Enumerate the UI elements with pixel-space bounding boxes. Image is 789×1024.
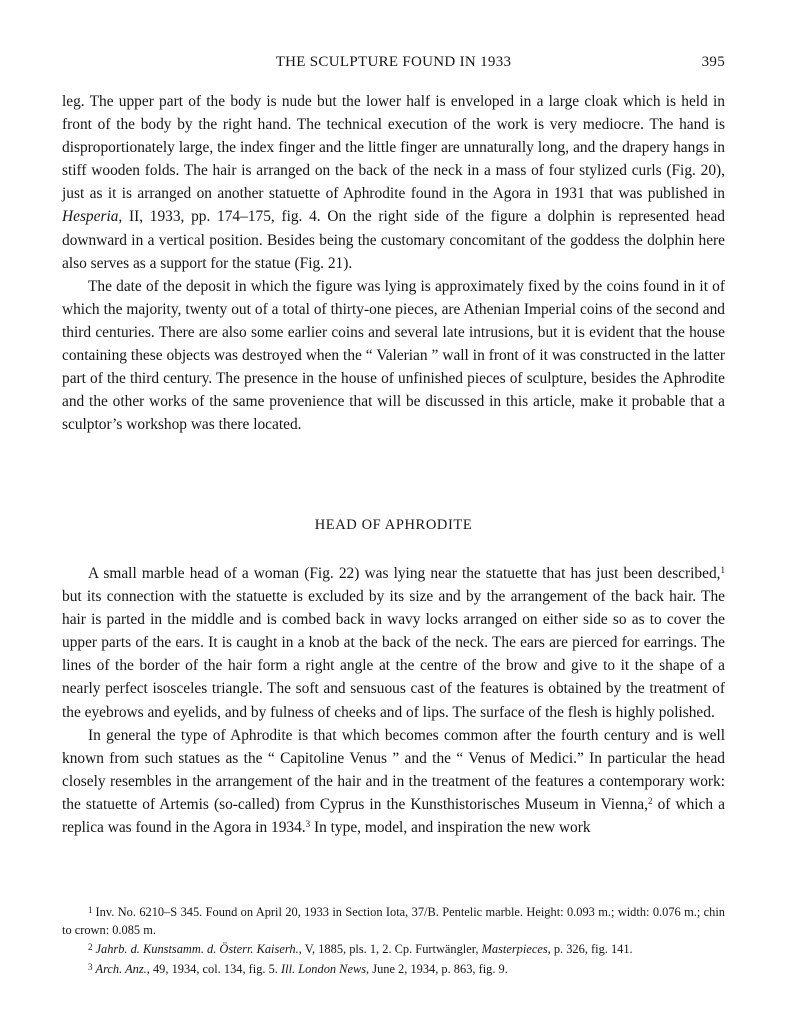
footnote-ref-1: 1 xyxy=(720,565,725,575)
page-number: 395 xyxy=(701,54,725,70)
footnote-ref-2: 2 xyxy=(647,795,653,806)
paragraph-deposit-date: The date of the deposit in which the figure was lying is approximately fixed by the coins found in it of which the majority, twenty out of a total of thirty-one pieces, are Athenian Imperial coins of the second and third centuries. There are also some earlier coins and several late intrusions, but it is evident that the house containing these objects was destroyed when the “ Valerian ” wall in front of it was constructed in the latter part of the third century. The presence in the house of unfinished pieces of sculpture, besides the Aphrodite and the other works of the same provenience that will be discussed in this article, make it probable that a sculptor’s workshop was there located. xyxy=(62,277,725,434)
section-heading: HEAD OF APHRODITE xyxy=(314,517,473,533)
footnote-2: $^2$ Jahrb. d. Kunstsamm. d. Österr. Kaiserh., V, 1885, pls. 1, 2. Cp. Furtwängler, Masterpieces, p. 326, fig. 141. xyxy=(88,942,633,957)
footnote-1: $^1$ Inv. No. 6210–S 345. Found on April 20, 1933 in Section Iota, 37/B. Pentelic marble. Height: 0.093 m.; width: 0.076 m.; chin to crown: 0.085 m. xyxy=(62,905,725,937)
body-text-section xyxy=(62,562,725,839)
footnotes xyxy=(62,902,725,978)
footnote-3: $^3$ Arch. Anz., 49, 1934, col. 134, fig. 5. Ill. London News, June 2, 1934, p. 863, fig. 9. xyxy=(88,961,508,976)
footnote-ref-3: 3 xyxy=(305,819,311,830)
body-text-top xyxy=(62,90,725,436)
paragraph-statuette-description: leg. The upper part of the body is nude but the lower half is enveloped in a large cloak which is held in front of the body by the right hand. The technical execution of the work is very mediocre. The hand is disproportionately large, the index finger and the little finger are unnaturally long, and the drapery hangs in stiff wooden folds. The hair is arranged on the back of the neck in a mass of four stylized curls (Fig. 20), just as it is arranged on another statuette of Aphrodite found in the Agora in 1931 that was published in Hesperia, II, 1933, pp. 174–175, fig. 4. On the right side of the figure a dolphin is represented head downward in a vertical position. Besides being the customary concomitant of the goddess the dolphin here also serves as a support for the statue (Fig. 21). xyxy=(62,93,725,272)
running-title: THE SCULPTURE FOUND IN 1933 xyxy=(275,54,512,70)
paragraph-head-description: A small marble head of a woman (Fig. 22) was lying near the statuette that has just been described,$^1$ but its connection with the statuette is excluded by its size and by the arrangement of the back hair. The hair is parted in the middle and is combed back in wavy locks arranged on either side so as to cover the upper parts of the ears. It is caught in a knob at the back of the neck. The ears are pierced for earrings. The lines of the border of the hair form a right angle at the centre of the brow and give to it the shape of a nearly perfect isosceles triangle. The soft and sensuous cast of the features is obtained by the treatment of the eyebrows and eyelids, and by fulness of cheeks and of lips. The surface of the flesh is highly polished. xyxy=(62,565,725,721)
paragraph-type-comparison: In general the type of Aphrodite is that which becomes common after the fourth century and is well known from such statues as the “ Capitoline Venus ” and the “ Venus of Medici.” In particular the head closely resembles in the arrangement of the hair and in the treatment of the features a contemporary work: the statuette of Artemis (so-called) from Cyprus in the Kunsthistorisches Museum in Vienna,$^2$ of which a replica was found in the Agora in 1934.$^3$ In type, model, and inspiration the new work xyxy=(62,726,726,837)
journal-title-hesperia: Hesperia, xyxy=(62,208,123,226)
running-head xyxy=(62,54,725,76)
